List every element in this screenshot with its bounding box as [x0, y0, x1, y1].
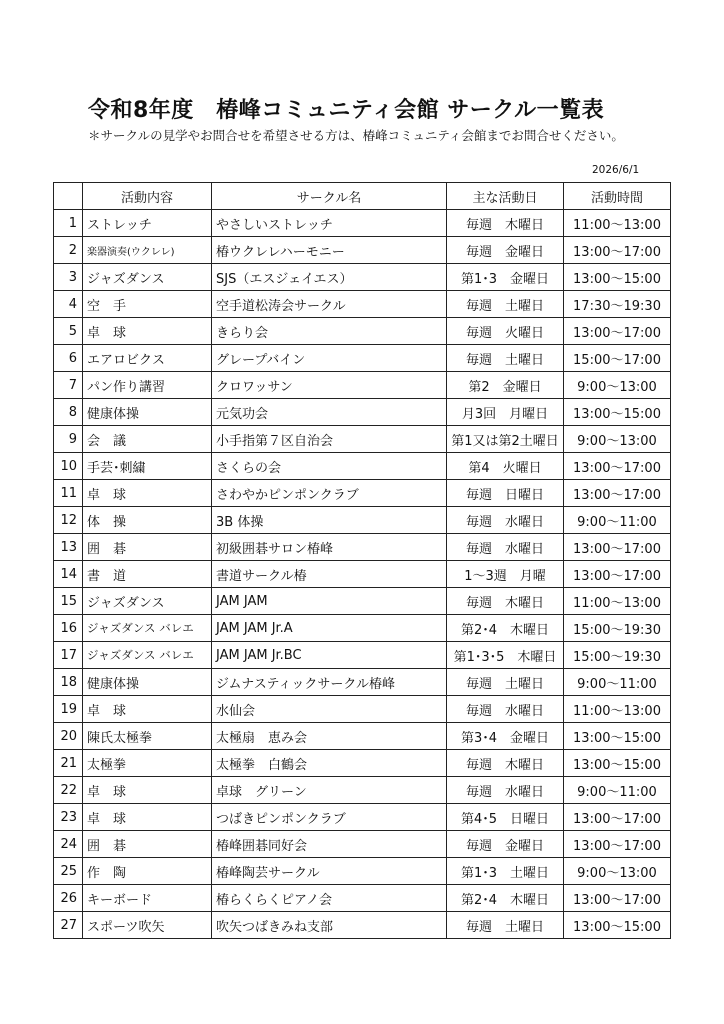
circle-name-cell: グレープバイン [212, 345, 447, 372]
main-day-cell: 第2 金曜日 [447, 372, 564, 399]
main-day-cell: 毎週 火曜日 [447, 318, 564, 345]
header-activity: 活動内容 [83, 183, 212, 210]
activity-time-cell: 15:00～17:00 [564, 345, 671, 372]
main-day-cell: 毎週 水曜日 [447, 777, 564, 804]
table-row [54, 534, 671, 561]
circle-name-cell: 水仙会 [212, 696, 447, 723]
circle-name-cell: さくらの会 [212, 453, 447, 480]
circle-name-cell: 吹矢つばきみね支部 [212, 912, 447, 939]
activity-time-cell: 15:00～19:30 [564, 642, 671, 669]
main-day-cell: 毎週 金曜日 [447, 237, 564, 264]
table-row [54, 561, 671, 588]
circle-name-cell: つばきピンポンクラブ [212, 804, 447, 831]
activity-cell: ジャズダンス [83, 588, 212, 615]
activity-time-cell: 13:00～15:00 [564, 750, 671, 777]
activity-cell: 作 陶 [83, 858, 212, 885]
activity-cell: パン作り講習 [83, 372, 212, 399]
activity-time-cell: 11:00～13:00 [564, 588, 671, 615]
activity-time-cell: 17:30～19:30 [564, 291, 671, 318]
activity-time-cell: 9:00～11:00 [564, 507, 671, 534]
circle-name-cell: SJS（エスジェイエス） [212, 264, 447, 291]
activity-cell: 体 操 [83, 507, 212, 534]
circle-name-cell: 元気功会 [212, 399, 447, 426]
main-day-cell: 第1･3･5 木曜日 [447, 642, 564, 669]
main-day-cell: 毎週 土曜日 [447, 912, 564, 939]
activity-cell: キーボード [83, 885, 212, 912]
table-header-row [54, 183, 671, 210]
activity-time-cell: 13:00～15:00 [564, 912, 671, 939]
main-day-cell: 毎週 水曜日 [447, 534, 564, 561]
activity-time-cell: 13:00～15:00 [564, 264, 671, 291]
table-row [54, 264, 671, 291]
activity-cell: 卓 球 [83, 480, 212, 507]
circle-name-cell: きらり会 [212, 318, 447, 345]
activity-cell: ジャズダンス バレエ [83, 642, 212, 669]
table-row [54, 858, 671, 885]
header-activity-time: 活動時間 [564, 183, 671, 210]
table-row [54, 642, 671, 669]
activity-cell: 卓 球 [83, 804, 212, 831]
table-row [54, 291, 671, 318]
circle-name-cell: クロワッサン [212, 372, 447, 399]
table-row [54, 831, 671, 858]
page-title: 令和8年度 椿峰コミュニティ会館 サークル一覧表 [88, 98, 605, 123]
activity-time-cell: 15:00～19:30 [564, 615, 671, 642]
activity-time-cell: 13:00～17:00 [564, 318, 671, 345]
activity-cell: 手芸･刺繍 [83, 453, 212, 480]
row-number: 6 [54, 345, 83, 372]
row-number: 7 [54, 372, 83, 399]
row-number: 14 [54, 561, 83, 588]
table-row [54, 480, 671, 507]
row-number: 11 [54, 480, 83, 507]
activity-cell: スポーツ吹矢 [83, 912, 212, 939]
table-body [54, 210, 671, 939]
circle-name-cell: 椿峰陶芸サークル [212, 858, 447, 885]
main-day-cell: 毎週 水曜日 [447, 507, 564, 534]
main-day-cell: 毎週 金曜日 [447, 831, 564, 858]
header-main-day: 主な活動日 [447, 183, 564, 210]
table-row [54, 804, 671, 831]
activity-cell: ストレッチ [83, 210, 212, 237]
main-day-cell: 第4･5 日曜日 [447, 804, 564, 831]
activity-cell: 卓 球 [83, 696, 212, 723]
row-number: 21 [54, 750, 83, 777]
activity-time-cell: 13:00～17:00 [564, 885, 671, 912]
activity-time-cell: 9:00～13:00 [564, 372, 671, 399]
main-day-cell: 第3･4 金曜日 [447, 723, 564, 750]
row-number: 20 [54, 723, 83, 750]
circle-name-cell: JAM JAM Jr.A [212, 615, 447, 642]
row-number: 3 [54, 264, 83, 291]
table-row [54, 453, 671, 480]
main-day-cell: 毎週 土曜日 [447, 291, 564, 318]
activity-time-cell: 11:00～13:00 [564, 696, 671, 723]
row-number: 10 [54, 453, 83, 480]
row-number: 2 [54, 237, 83, 264]
table-row [54, 426, 671, 453]
activity-cell: 囲 碁 [83, 534, 212, 561]
row-number: 27 [54, 912, 83, 939]
table-row [54, 777, 671, 804]
header-number [54, 183, 83, 210]
main-day-cell: 毎週 日曜日 [447, 480, 564, 507]
main-day-cell: 毎週 水曜日 [447, 696, 564, 723]
circle-name-cell: 太極扇 恵み会 [212, 723, 447, 750]
activity-cell: 囲 碁 [83, 831, 212, 858]
activity-time-cell: 13:00～17:00 [564, 831, 671, 858]
circle-name-cell: やさしいストレッチ [212, 210, 447, 237]
activity-time-cell: 9:00～13:00 [564, 426, 671, 453]
table-row [54, 885, 671, 912]
circle-name-cell: 卓球 グリーン [212, 777, 447, 804]
circle-list-table [53, 182, 671, 939]
main-day-cell: 第2･4 木曜日 [447, 885, 564, 912]
circle-name-cell: ジムナスティックサークル椿峰 [212, 669, 447, 696]
activity-cell: 会 議 [83, 426, 212, 453]
main-day-cell: 毎週 木曜日 [447, 750, 564, 777]
row-number: 9 [54, 426, 83, 453]
row-number: 12 [54, 507, 83, 534]
table-row [54, 372, 671, 399]
circle-name-cell: JAM JAM [212, 588, 447, 615]
table-row [54, 669, 671, 696]
table-row [54, 723, 671, 750]
circle-name-cell: 書道サークル椿 [212, 561, 447, 588]
table-row [54, 237, 671, 264]
table-row [54, 507, 671, 534]
circle-name-cell: 初級囲碁サロン椿峰 [212, 534, 447, 561]
table-row [54, 345, 671, 372]
activity-time-cell: 13:00～17:00 [564, 561, 671, 588]
main-day-cell: 第2･4 木曜日 [447, 615, 564, 642]
row-number: 13 [54, 534, 83, 561]
main-day-cell: 第1･3 金曜日 [447, 264, 564, 291]
circle-name-cell: JAM JAM Jr.BC [212, 642, 447, 669]
row-number: 16 [54, 615, 83, 642]
activity-time-cell: 13:00～15:00 [564, 723, 671, 750]
activity-time-cell: 9:00～11:00 [564, 669, 671, 696]
row-number: 17 [54, 642, 83, 669]
activity-cell: 健康体操 [83, 669, 212, 696]
activity-cell: 空 手 [83, 291, 212, 318]
circle-name-cell: さわやかピンポンクラブ [212, 480, 447, 507]
activity-time-cell: 13:00～15:00 [564, 399, 671, 426]
table-row [54, 912, 671, 939]
table-row [54, 750, 671, 777]
table-row [54, 210, 671, 237]
activity-cell: 楽器演奏(ウクレレ) [83, 237, 212, 264]
row-number: 26 [54, 885, 83, 912]
row-number: 23 [54, 804, 83, 831]
activity-cell: ジャズダンス バレエ [83, 615, 212, 642]
row-number: 19 [54, 696, 83, 723]
table-row [54, 615, 671, 642]
activity-cell: 健康体操 [83, 399, 212, 426]
activity-time-cell: 11:00～13:00 [564, 210, 671, 237]
circle-name-cell: 太極拳 白鶴会 [212, 750, 447, 777]
activity-time-cell: 13:00～17:00 [564, 804, 671, 831]
row-number: 1 [54, 210, 83, 237]
row-number: 22 [54, 777, 83, 804]
row-number: 15 [54, 588, 83, 615]
main-day-cell: 毎週 木曜日 [447, 588, 564, 615]
activity-cell: 卓 球 [83, 777, 212, 804]
circle-name-cell: 椿ウクレレハーモニー [212, 237, 447, 264]
row-number: 25 [54, 858, 83, 885]
main-day-cell: 1～3週 月曜 [447, 561, 564, 588]
inquiry-note: ＊サークルの見学やお問合せを希望させる方は、椿峰コミュニティ会館までお問合せください。 [88, 128, 624, 143]
activity-time-cell: 13:00～17:00 [564, 534, 671, 561]
table-row [54, 318, 671, 345]
circle-name-cell: 小手指第７区自治会 [212, 426, 447, 453]
activity-cell: エアロビクス [83, 345, 212, 372]
activity-time-cell: 9:00～11:00 [564, 777, 671, 804]
table-row [54, 399, 671, 426]
row-number: 5 [54, 318, 83, 345]
activity-time-cell: 13:00～17:00 [564, 237, 671, 264]
row-number: 24 [54, 831, 83, 858]
header-circle-name: サークル名 [212, 183, 447, 210]
main-day-cell: 第1･3 土曜日 [447, 858, 564, 885]
main-day-cell: 毎週 土曜日 [447, 345, 564, 372]
activity-cell: 陳氏太極拳 [83, 723, 212, 750]
activity-time-cell: 9:00～13:00 [564, 858, 671, 885]
circle-name-cell: 3B 体操 [212, 507, 447, 534]
circle-name-cell: 椿峰囲碁同好会 [212, 831, 447, 858]
row-number: 8 [54, 399, 83, 426]
row-number: 18 [54, 669, 83, 696]
main-day-cell: 第4 火曜日 [447, 453, 564, 480]
table-row [54, 696, 671, 723]
activity-time-cell: 13:00～17:00 [564, 453, 671, 480]
activity-cell: ジャズダンス [83, 264, 212, 291]
table-row [54, 588, 671, 615]
row-number: 4 [54, 291, 83, 318]
issue-date: 2026/6/1 [592, 164, 640, 176]
circle-name-cell: 椿らくらくピアノ会 [212, 885, 447, 912]
circle-name-cell: 空手道松涛会サークル [212, 291, 447, 318]
main-day-cell: 毎週 土曜日 [447, 669, 564, 696]
activity-cell: 卓 球 [83, 318, 212, 345]
main-day-cell: 月3回 月曜日 [447, 399, 564, 426]
main-day-cell: 毎週 木曜日 [447, 210, 564, 237]
main-day-cell: 第1又は第2土曜日 [447, 426, 564, 453]
activity-cell: 太極拳 [83, 750, 212, 777]
activity-cell: 書 道 [83, 561, 212, 588]
activity-time-cell: 13:00～17:00 [564, 480, 671, 507]
